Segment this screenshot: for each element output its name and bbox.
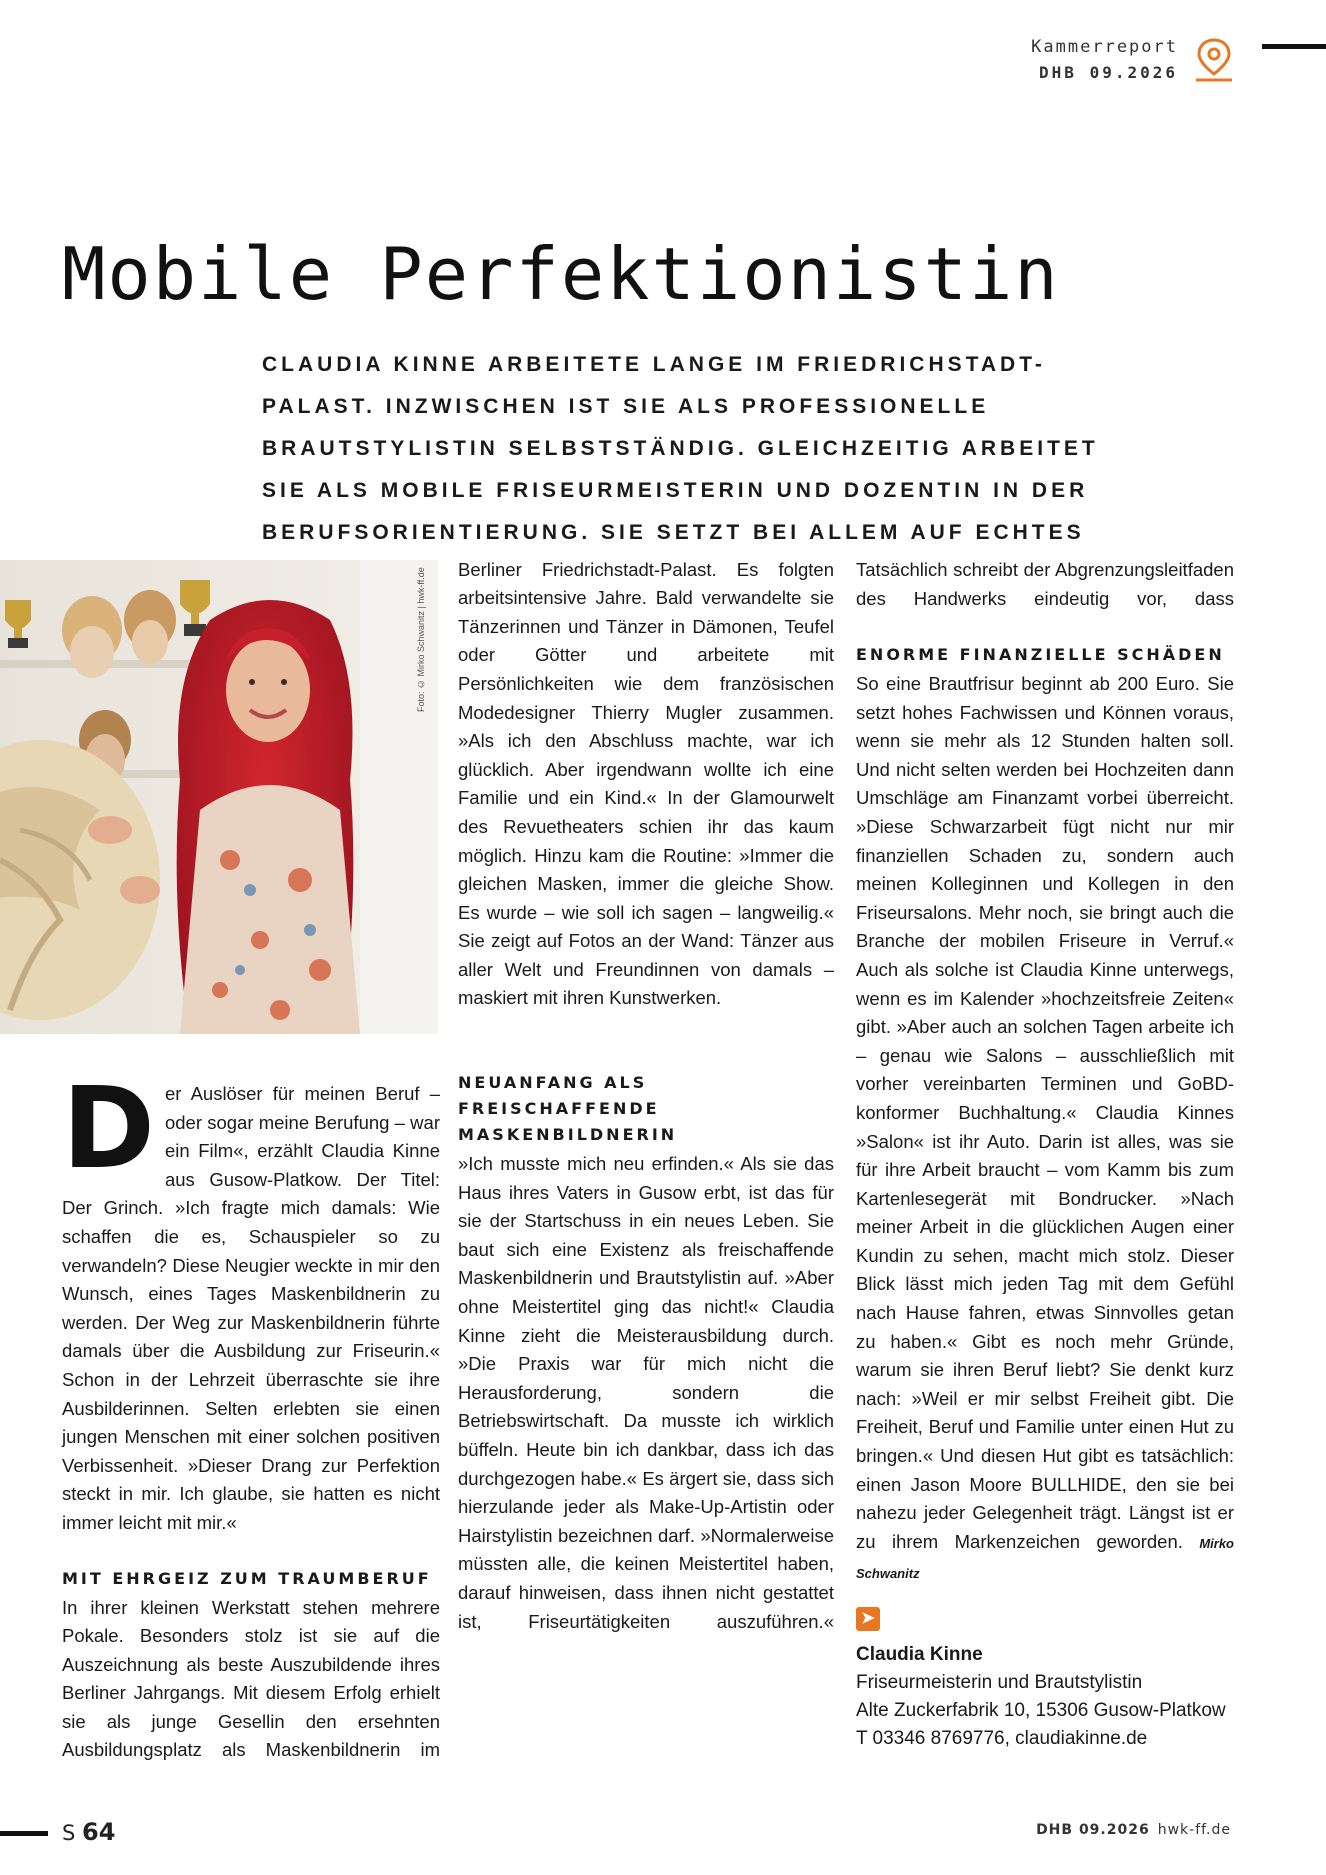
article-title: Mobile Perfektionistin: [62, 232, 1060, 316]
issue-label: DHB 09.2026: [1039, 63, 1178, 82]
footer-rule: [0, 1831, 48, 1836]
arrow-right-icon: ➤: [856, 1607, 880, 1631]
paragraph-3-continued: Tatsächlich schreibt der Abgrenzungsleitfaden des Handwerks eindeutig vor, dass: [856, 559, 1234, 609]
location-pin-icon: [1192, 36, 1236, 84]
contact-role: Friseurmeisterin und Brautstylistin: [856, 1672, 1143, 1693]
column-3: [856, 556, 1234, 1753]
contact-box: [856, 1641, 1234, 1753]
drop-cap: D: [62, 1064, 155, 1194]
column-2: [458, 556, 834, 1636]
contact-address: Alte Zuckerfabrik 10, 15306 Gusow-Platkow: [856, 1700, 1226, 1721]
page-number: S 64: [62, 1818, 116, 1846]
column-1: [62, 1064, 440, 1765]
footer-site: hwk-ff.de: [1157, 1822, 1231, 1838]
header-rule: [1262, 44, 1326, 49]
section-kicker: [1031, 34, 1178, 86]
photo-credit: Foto: © Mirko Schwanitz | hwk-ff.de: [416, 567, 426, 712]
footer-issue: DHB 09.2026: [1036, 1822, 1150, 1838]
paragraph-2-continued: Berliner Friedrichstadt-Palast. Es folgten arbeitsintensive Jahre. Bald verwandelte sie Tänzerinnen und Tänzer in Dämonen, Teufel oder Götter und arbeitete mit Persönlichkeiten wie dem französischen Modedesigner Thierry Mugler zusammen. »Als ich den Abschluss machte, war ich glücklich. Aber irgendwann wollte ich eine Familie und ein Kind.« In der Glamourwelt des Revuetheaters schien ihr das kaum möglich. Hinzu kam die Routine: »Immer die gleichen Masken, immer die gleiche Show. Es wurde – wie soll ich sagen – langweilig.« Sie zeigt auf Fotos an der Wand: Tänzer aus aller Welt und Freundinnen von damals – maskiert mit ihren Kunstwerken.: [458, 558, 834, 1009]
portrait-illustration: [0, 560, 438, 1034]
paragraph-2: In ihrer kleinen Werkstatt stehen mehrere Pokale. Besonders stolz ist sie auf die Auszeichnung als beste Auszubildende ihres Berliner Jahrgangs. Mit diesem Erfolg erhielt sie als junge Gesellin den ersehnten Ausbildungsplatz als Maskenbildnerin im: [62, 1596, 440, 1761]
subheading-2: NEUANFANG ALS FREISCHAFFENDE MASKENBILDNERIN: [458, 1073, 678, 1144]
contact-phone-web: T 03346 8769776, claudiakinne.de: [856, 1728, 1148, 1749]
paragraph-3: »Ich musste mich neu erfinden.« Als sie das Haus ihres Vaters in Gusow erbt, ist das für sie der Startschuss in ein neues Leben. Sie baut sich eine Existenz als freischaffende Maskenbildnerin und Brautstylistin auf. »Aber ohne Meistertitel ging das nicht!« Claudia Kinne zieht die Meisterausbildung durch. »Die Praxis war für mich nicht die Herausforderung, sondern die Betriebswirtschaft. Da musste ich wirklich büffeln. Heute bin ich dankbar, dass ich das durchgezogen habe.« Es ärgert sie, dass sich hierzulande jeder als Make-Up-Artistin oder Hairstylistin bezeichnen darf. »Normalerweise müssten alle, die keinen Meistertitel haben, darauf hinweisen, dass ihnen nicht gestattet ist, Friseurtätigkeiten auszuführen.«: [458, 1153, 834, 1632]
footer-right: [1036, 1822, 1231, 1838]
author-byline: Mirko Schwanitz: [856, 1535, 1234, 1582]
article-lead: CLAUDIA KINNE ARBEITETE LANGE IM FRIEDRICHSTADT-PALAST. INZWISCHEN IST SIE ALS PROFESSIONELLE BRAUTSTYLISTIN SELBSTSTÄNDIG. GLEICHZEITIG ARBEITET SIE ALS MOBILE FRISEURMEISTERIN UND DOZENTIN IN DER BERUFSORIENTIERUNG. SIE SETZT BEI ALLEM AUF ECHTES: [262, 353, 1099, 544]
intro-paragraph: Der Auslöser für meinen Beruf – oder sogar meine Berufung – war ein Film«, erzählt Claudia Kinne aus Gusow-Platkow. Der Titel: Der Grinch. »Ich fragte mich damals: Wie schaffen die es, Schauspieler so zu verwandeln? Diese Neugier weckte in mir den Wunsch, eines Tages Maskenbildnerin zu werden. Der Weg zur Maskenbildnerin führte damals über die Ausbildung zur Friseurin.« Schon in der Lehrzeit überraschte sie ihre Ausbilderinnen. Selten erlebten sie einen jungen Menschen mit einer solchen positiven Verbissenheit. »Dieser Drang zur Perfektion steckt in mir. Ich glaube, sie hatten es nicht immer leicht mit mir.«: [62, 1064, 440, 1533]
subheading-1: MIT EHRGEIZ ZUM TRAUMBERUF: [62, 1568, 432, 1588]
article-photo: [0, 560, 438, 1034]
subheading-3: ENORME FINANZIELLE SCHÄDEN: [856, 645, 1225, 664]
contact-name: Claudia Kinne: [856, 1644, 983, 1665]
section-label: Kammerreport: [1031, 37, 1178, 57]
paragraph-4: So eine Brautfrisur beginnt ab 200 Euro. Sie setzt hohes Fachwissen und Können voraus, wenn sie mehr als 12 Stunden halten soll. Und nicht selten werden bei Hochzeiten dann Umschläge am Finanzamt vorbei überreicht. »Diese Schwarzarbeit fügt nicht nur mir finanziellen Schaden zu, sondern auch meinen Kolleginnen und Kollegen in den Friseursalons. Mehr noch, sie bringt auch die Branche der mobilen Friseure in Verruf.« Auch als solche ist Claudia Kinne unterwegs, wenn es im Kalender »hochzeitsfreie Zeiten« gibt. »Aber auch an solchen Tagen arbeite ich – genau wie Salons – ausschließlich mit vorher vereinbarten Terminen und GoBD-konformer Buchhaltung.« Claudia Kinnes »Salon« ist ihr Auto. Darin ist alles, was sie für ihre Arbeit braucht – vom Kamm bis zum Kartenlesegerät mit Bondrucker. »Nach meiner Arbeit in die glücklichen Augen einer Kundin zu sehen, macht mich stolz. Dieser Blick lässt mich jeden Tag mit dem Gefühl nach Hause fahren, etwas Sinnvolles getan zu haben.« Gibt es noch mehr Gründe, warum sie ihren Beruf liebt? Sie denkt kurz nach: »Weil er mir selbst Freiheit gibt. Die Freiheit, Beruf und Familie unter einen Hut zu bringen.« Und diesen Hut gibt es tatsächlich: einen Jason Moore BULLHIDE, den sie bei nahezu jeder Gelegenheit trägt. Längst ist er zu ihrem Markenzeichen geworden. Mirko Schwanitz: [856, 673, 1234, 1582]
